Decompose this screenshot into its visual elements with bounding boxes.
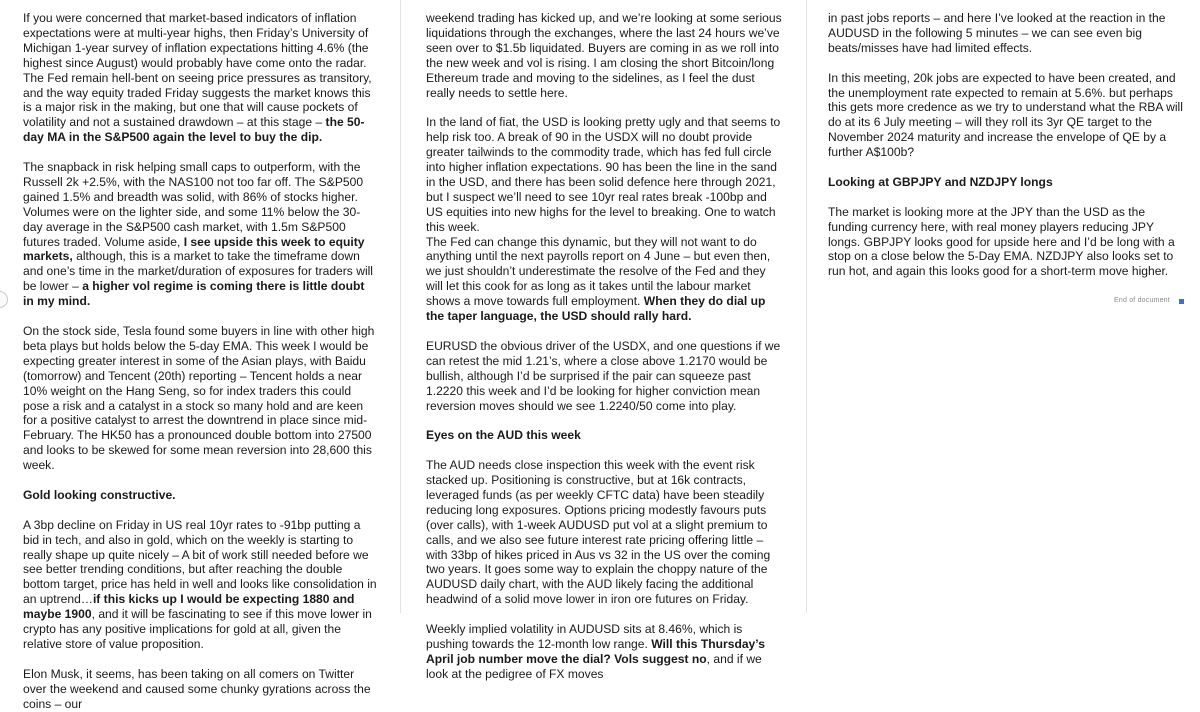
paragraph: On the stock side, Tesla found some buyers in line with other high beta plays but holds below the 5-day EMA. This week I would be expecting greater interest in some of the Asian plays, with Baidu (tomorrow) and Tencent (20th) reporting – Tencent holds a near 10% weight on the Hang Seng, so for index traders this could pose a risk and a catalyst in a stock so many hold and are keen for a positive catalyst to arrest the downtrend in place since mid-February. The HK50 has a pronounced double bottom into 27500 and looks to be skewed for some mean reversion into 28,600 this week. (23, 324, 375, 473)
paragraph: In this meeting, 20k jobs are expected to have been created, and the unemployment rate expected to remain at 5.6%. but perhaps this gets more credence as we try to understand what the RBA will do at its 6 July meeting – will they roll its 3yr QE target to the November 2024 maturity and increase the envelope of QE by a further A$100b? (828, 70, 1183, 160)
paragraph (23, 11, 378, 145)
column-divider (806, 0, 807, 613)
paragraph: The AUD needs close inspection this week with the event risk stacked up. Positioning is constructive, but at 16k contracts, leveraged funds (as per weekly CFTC data) have been steadily reducing long exposures. Options pricing modestly favours puts (over calls), with 1-week AUDUSD put vol at a slight premium to calls, and we also see future interest rate pricing offering little – with 33bp of hikes priced in Aus vs 32 in the US over the coming two years. It goes some way to explain the choppy nature of the AUDUSD daily chart, with the AUD likely facing the additional headwind of a solid move lower in iron ore futures on Friday. (426, 458, 771, 607)
paragraph (23, 518, 378, 652)
column-divider (400, 0, 401, 613)
page-nav-handle[interactable] (0, 291, 8, 308)
paragraph-text: , and if we look at the pedigree of FX moves (426, 651, 762, 681)
paragraph (23, 160, 378, 309)
paragraph: EURUSD the obvious driver of the USDX, and one questions if we can retest the mid 1.21’s, where a close above 1.2170 would be bullish, although I’d be surprised if the pair can squeeze past 1.2220 this week and I’d be looking for higher conviction mean reversion moves should we see 1.2240/50 come into play. (426, 338, 781, 413)
paragraph-text: although, this is a market to take the timeframe down and one’s time in the market/duration of exposures for traders will be lower – (23, 249, 373, 294)
paragraph-bold-text: the 50-day MA in the S&P500 again the level to buy the dip. (23, 115, 365, 145)
paragraph-text: If you were concerned that market-based indicators of inflation expectations were at multi-year highs, then Friday’s University of Michigan 1-year survey of inflation expectations hitting 4.6% (the highest since August) would probably have come onto the radar. The Fed remain hell-bent on seeing price pressures as transitory, and the way equity traded Friday suggests the market knows this is a major risk in the making, but one that will cause pockets of volatility and not a sustained drawdown – at this stage – (23, 11, 372, 130)
end-of-document-marker (1179, 299, 1184, 304)
text-column-3 (828, 11, 1186, 624)
section-heading: Looking at GBPJPY and NZDJPY longs (828, 174, 1053, 189)
paragraph-bold-text: Will this Thursday’s April job number move the dial? Vols suggest no (426, 636, 765, 666)
paragraph: The market is looking more at the JPY than the USD as the funding currency here, with real money players reducing JPY longs. GBPJPY looks good for upside here and I’d be long with a stop on a close below the 5-Day EMA. NZDJPY also looks set to run hot, and again this looks good for a short-term move higher. (828, 204, 1175, 279)
paragraph-bold-text: When they do dial up the taper language, the USD should rally hard. (426, 294, 766, 324)
paragraph-bold-text: I see upside this week to equity markets, (23, 234, 365, 264)
paragraph-bold-text: a higher vol regime is coming there is little doubt in my mind. (23, 279, 365, 309)
paragraph (426, 235, 783, 324)
paragraph-text: A 3bp decline on Friday in US real 10yr rates to -91bp putting a bid in tech, and also in gold, which on the weekly is starting to really shape up quite nicely – A bit of work still needed before we see better trending conditions, but after reaching the double bottom target, price has held in well and looks like consolidation in an uptrend… (23, 517, 377, 607)
paragraph-text: , and it will be fascinating to see if this move lower in crypto has any positive implications for gold at all, given the relative store of value proposition. (23, 607, 372, 651)
paragraph: weekend trading has kicked up, and we’re looking at some serious liquidations through the exchanges, where the last 24 hours we’ve seen over to $1.5b liquidated. Buyers are coming in as we roll into the new week and vol is rising. I am closing the short Bitcoin/long Ethereum trade and moving to the sidelines, as I feel the dust really needs to settle here. (426, 11, 782, 100)
paragraph: in past jobs reports – and here I’ve looked at the reaction in the AUDUSD in the following 5 minutes – we can see even big beats/misses have had limited effects. (828, 11, 1166, 55)
text-column-2 (426, 11, 783, 681)
paragraph-text: The Fed can change this dynamic, but they will not want to do anything until the next payrolls report on 4 June – but even then, we just shouldn’t underestimate the resolve of the Fed and they will let this cook for as long as it takes until the labour market shows a move towards full employment. (426, 234, 771, 309)
text-column-1 (23, 11, 378, 711)
paragraph: In the land of fiat, the USD is looking pretty ugly and that seems to help risk too. A break of 90 in the USDX will no doubt provide greater tailwinds to the commodity trade, which has fed full circle into higher inflation expectations. 90 has been the line in the sand in the USD, and there has been solid defence here through 2021, but I suspect we’ll need to see 10yr real rates break -100bp and US equities into new highs for the level to breaking. One to watch this week. (426, 115, 781, 234)
paragraph-bold-text: if this kicks up I would be expecting 1880 and maybe 1900 (23, 592, 355, 622)
section-heading: Gold looking constructive. (23, 487, 176, 502)
paragraph: Elon Musk, it seems, has been taking on all comers on Twitter over the weekend and caused some chunky gyrations across the coins – our (23, 666, 371, 711)
section-heading: Eyes on the AUD this week (426, 428, 581, 443)
paragraph-text: The snapback in risk helping small caps to outperform, with the Russell 2k +2.5%, with the NAS100 not too far off. The S&P500 gained 1.5% and breadth was solid, with 86% of stocks higher. Volumes were on the lighter side, and some 11% below the 30-day average in the S&P500 cash market, with 1.5m S&P500 futures traded. Volume aside, (23, 160, 364, 249)
paragraph (426, 622, 783, 682)
end-of-document-label: End of document (1114, 297, 1170, 304)
paragraph-text: Weekly implied volatility in AUDUSD sits at 8.46%, which is pushing towards the 12-month low range. (426, 622, 743, 651)
